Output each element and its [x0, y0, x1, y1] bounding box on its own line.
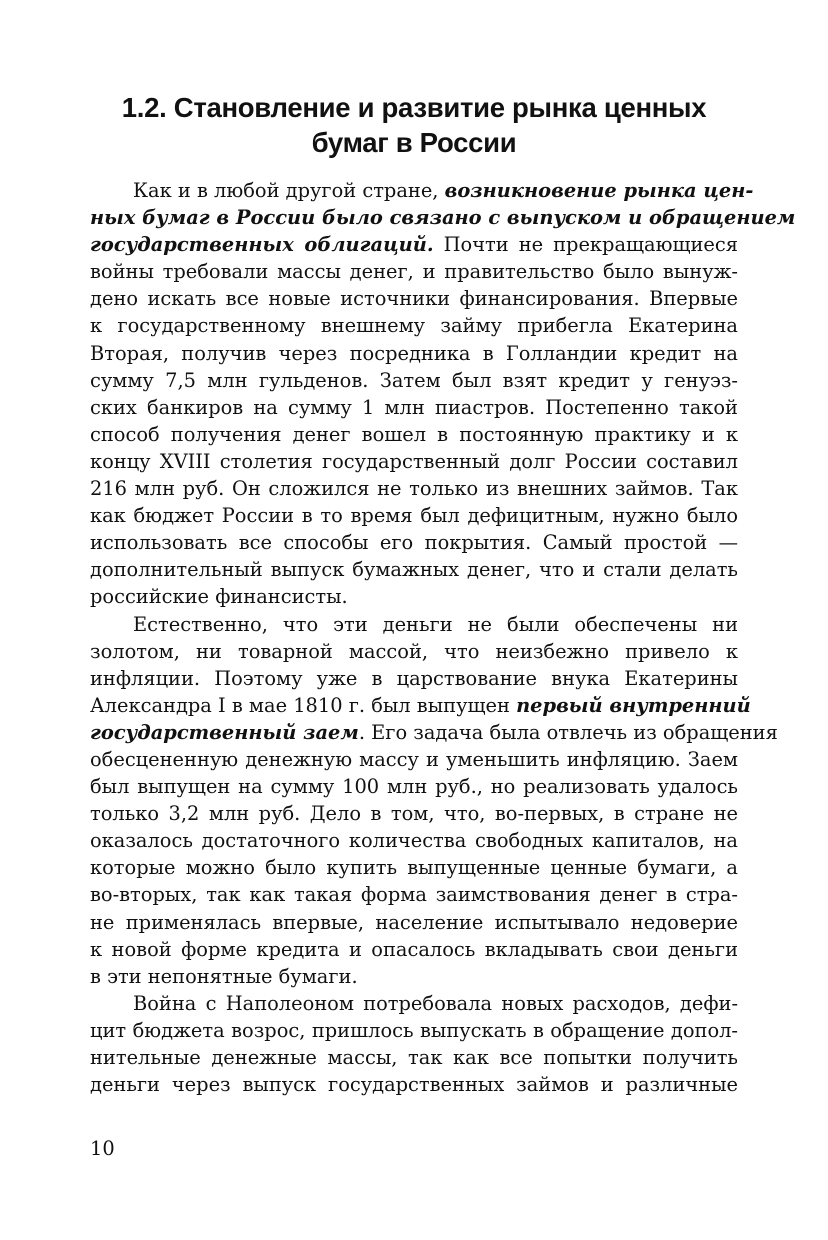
text-line: которые можно было купить выпущенные ценные бумаги, а — [90, 856, 738, 880]
section-heading — [0, 90, 828, 160]
text-line: обесцененную денежную массу и уменьшить инфляцию. Заем — [90, 747, 738, 771]
text-line: войны требовали массы денег, и правительство было вынуж- — [90, 260, 738, 284]
text-line: в эти непонятные бумаги. — [90, 964, 358, 988]
page-number: 10 — [90, 1137, 115, 1160]
body-text — [90, 177, 796, 1098]
text-line: ских банкиров на сумму 1 млн пиастров. Постепенно такой — [90, 395, 738, 419]
text-line: только 3,2 млн руб. Дело в том, что, во-первых, в стране не — [90, 802, 738, 826]
text-line: Вторая, получив через посредника в Голландии кредит на — [90, 341, 738, 365]
text-line: как бюджет России в то время был дефицитным, нужно было — [90, 504, 738, 528]
text-line: золотом, ни товарной массой, что неизбежно привело к — [90, 639, 738, 663]
text-line: 216 млн руб. Он сложился не только из внешних займов. Так — [90, 477, 738, 501]
text-line: дено искать все новые источники финансирования. Впервые — [90, 287, 738, 311]
text-line: Естественно, что эти деньги не были обеспечены ни — [133, 612, 738, 636]
paragraph-2 — [90, 611, 778, 990]
text-line: Александра I в мае 1810 г. был выпущен первый внутренний — [90, 693, 751, 717]
text-line: способ получения денег вошел в постоянную практику и к — [90, 422, 738, 446]
emphasis: государственных облигаций. — [90, 233, 434, 257]
section-heading-line-1: 1.2. Становление и развитие рынка ценных — [121, 92, 707, 123]
emphasis: государственный заем — [90, 720, 359, 744]
text-line: дополнительный выпуск бумажных денег, что и стали делать — [90, 558, 738, 582]
text-line: государственный заем. Его задача была отвлечь из обращения — [90, 720, 778, 744]
text-line: концу XVIII столетия государственный долг России составил — [90, 449, 738, 473]
paragraph-1 — [90, 177, 796, 611]
text-line: был выпущен на сумму 100 млн руб., но реализовать удалось — [90, 775, 738, 799]
text-line: деньги через выпуск государственных займов и различные — [90, 1073, 738, 1097]
emphasis: ных бумаг в России было связано с выпуском и обращением — [90, 206, 796, 230]
text-line: нительные денежные массы, так как все попытки получить — [90, 1046, 738, 1069]
text-line: Война с Наполеоном потребовала новых расходов, дефи- — [133, 991, 738, 1015]
text-line: не применялась впервые, население испытывало недоверие — [90, 910, 738, 934]
text-line: цит бюджета возрос, пришлось выпускать в обращение допол- — [90, 1018, 738, 1042]
text-line — [90, 204, 796, 231]
text-line: во-вторых, так как такая форма заимствования денег в стра- — [90, 883, 738, 907]
text-line: к государственному внешнему займу прибегла Екатерина — [90, 314, 738, 338]
text-line: сумму 7,5 млн гульденов. Затем был взят кредит у генуэз- — [90, 368, 738, 392]
section-heading-line-2: бумаг в России — [311, 127, 517, 158]
text-line: использовать все способы его покрытия. Самый простой — — [90, 531, 738, 555]
paragraph-3 — [90, 990, 738, 1098]
text-line: оказалось достаточного количества свободных капиталов, на — [90, 829, 738, 853]
emphasis: первый внутренний — [516, 693, 751, 717]
text-line: к новой форме кредита и опасалось вкладывать свои деньги — [90, 937, 738, 961]
text-line: Как и в любой другой стране, возникновение рынка цен- — [133, 179, 754, 202]
text-line: государственных облигаций. Почти не прекращающиеся — [90, 233, 738, 257]
emphasis: возникновение рынка цен- — [444, 179, 754, 202]
text-line: российские финансисты. — [90, 585, 348, 609]
text-line: инфляции. Поэтому уже в царствование внука Екатерины — [90, 666, 738, 690]
